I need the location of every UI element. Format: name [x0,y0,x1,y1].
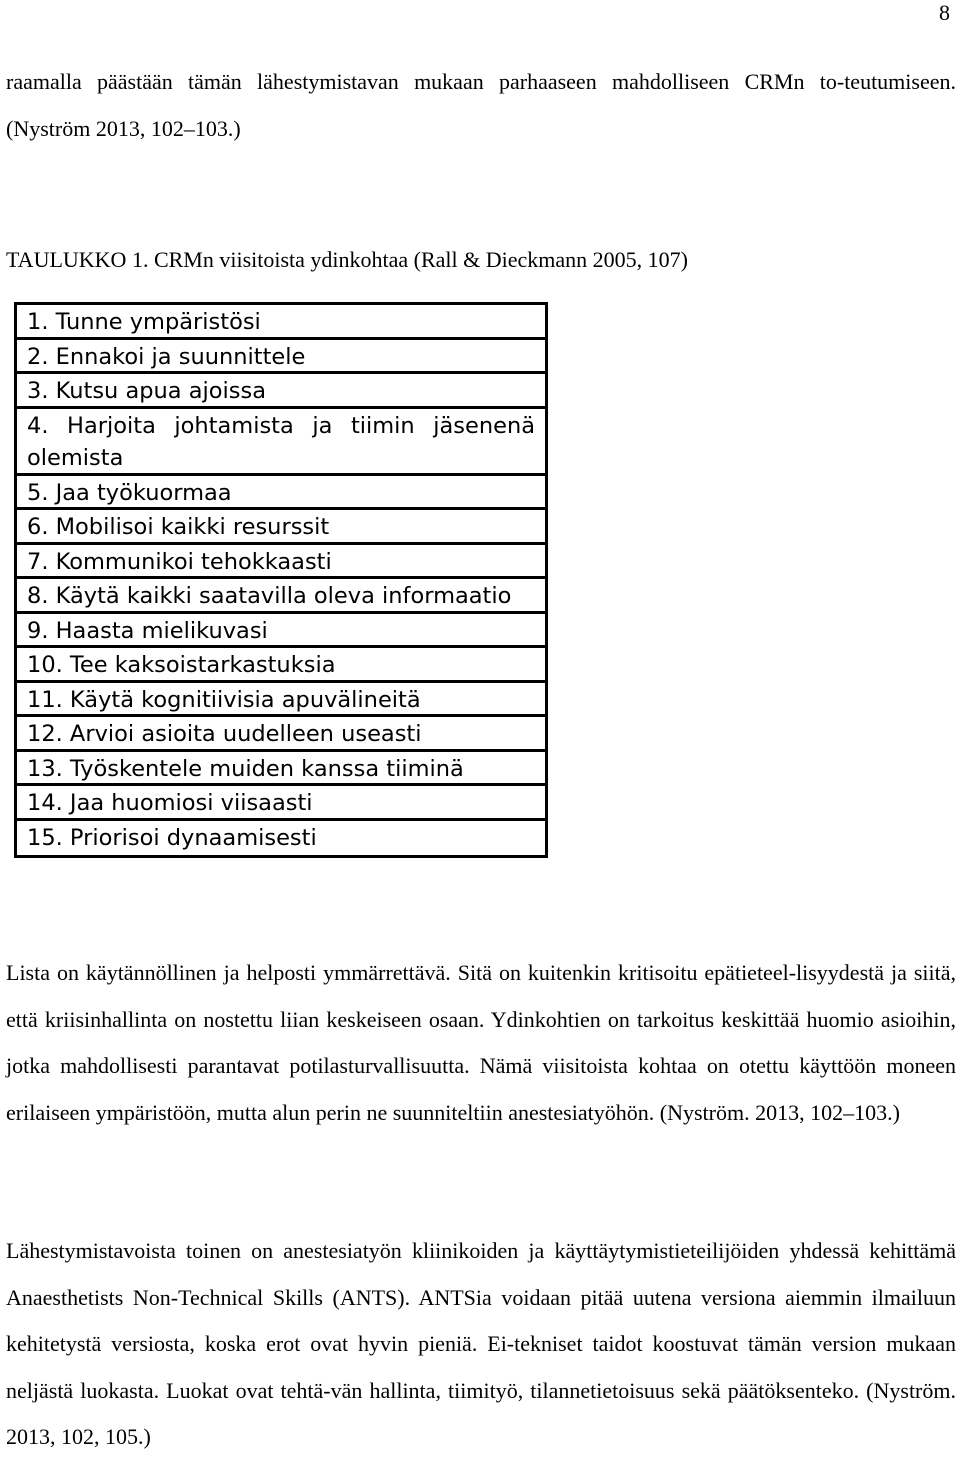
table-row: 11. Käytä kognitiivisia apuvälineitä [17,683,545,718]
table-row: 6. Mobilisoi kaikki resurssit [17,510,545,545]
table-row: 12. Arvioi asioita uudelleen useasti [17,717,545,752]
table-row: 2. Ennakoi ja suunnittele [17,340,545,375]
table-row: 8. Käytä kaikki saatavilla oleva informaatio [17,579,545,614]
table-row: 7. Kommunikoi tehokkaasti [17,545,545,580]
paragraph-critique: Lista on käytännöllinen ja helposti ymmärrettävä. Sitä on kuitenkin kritisoitu epätieteel-lisyydestä ja siitä, että kriisinhallinta on nostettu liian keskeiseen osaan. Ydinkohtien on tarkoitus keskittää huomio asioihin, jotka mahdollisesti parantavat potilasturvallisuutta. Nämä viisitoista kohtaa on otettu käyttöön moneen erilaiseen ympäristöön, mutta alun perin ne suunniteltiin anestesiatyöhön. (Nyström. 2013, 102–103.) [6,960,956,1125]
table-row: 9. Haasta mielikuvasi [17,614,545,649]
table-row: 10. Tee kaksoistarkastuksia [17,648,545,683]
table-row: 4. Harjoita johtamista ja tiimin jäsenenä olemista [17,409,545,476]
table-caption: TAULUKKO 1. CRMn viisitoista ydinkohtaa (Rall & Dieckmann 2005, 107) [6,247,688,272]
table-row: 1. Tunne ympäristösi [17,305,545,340]
crm-core-points-table [14,302,548,858]
intro-paragraph: raamalla päästään tämän lähestymistavan mukaan parhaaseen mahdolliseen CRMn to-teutumiseen. (Nyström 2013, 102–103.) [6,69,956,141]
table-row: 5. Jaa työkuormaa [17,476,545,511]
table-row: 14. Jaa huomiosi viisaasti [17,786,545,821]
table-row: 15. Priorisoi dynaamisesti [27,824,317,851]
table-row: 3. Kutsu apua ajoissa [17,374,545,409]
paragraph-ants: Lähestymistavoista toinen on anestesiatyön kliinikoiden ja käyttäytymistieteilijöiden yhdessä kehittämä Anaesthetists Non-Technical Skills (ANTS). ANTSia voidaan pitää uutena versiona aiemmin ilmailuun kehitetystä versiosta, koska erot ovat hyvin pieniä. Ei-tekniset taidot koostuvat tämän version mukaan neljästä luokasta. Luokat ovat tehtä-vän hallinta, tiimityö, tilannetietoisuus sekä päätöksenteko. (Nyström. 2013, 102, 105.) [6,1238,956,1449]
table-row: 13. Työskentele muiden kanssa tiiminä [17,752,545,787]
page-number: 8 [939,0,950,25]
